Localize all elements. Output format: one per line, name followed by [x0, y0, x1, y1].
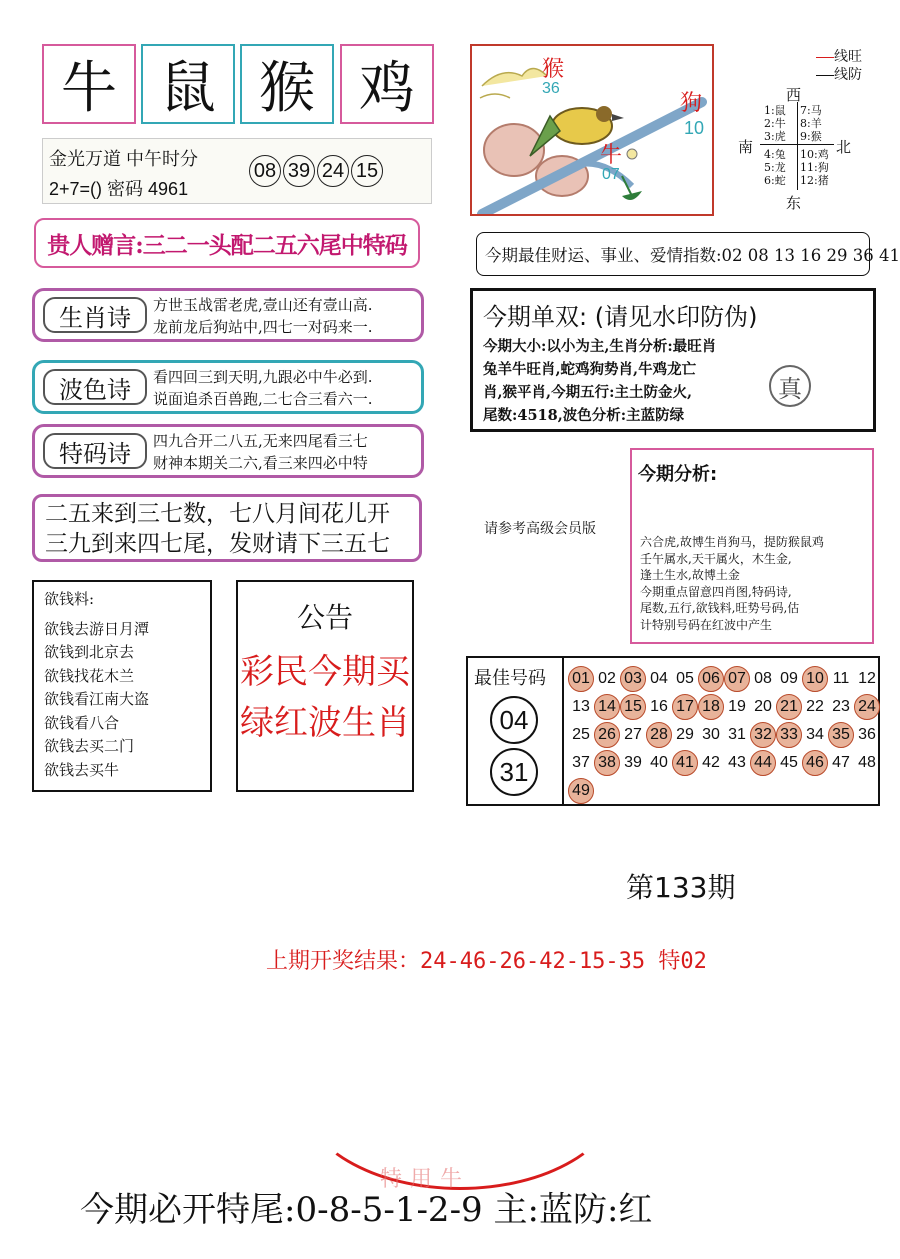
- zodiac-char: 鸡: [359, 56, 415, 121]
- grid-number: 34: [806, 726, 824, 743]
- zodiac-char: 鼠: [160, 56, 216, 121]
- poem-color: [32, 360, 424, 414]
- zodiac-char: 猴: [259, 56, 315, 121]
- issue-number: 第133期: [626, 871, 736, 904]
- grid-number: 13: [572, 698, 590, 715]
- dog-number: 10: [684, 118, 705, 138]
- grid-number: 14: [594, 694, 620, 720]
- best-numbers-box: [466, 656, 880, 806]
- grid-number: 21: [776, 694, 802, 720]
- poem-line: 说面追杀百兽跑,二七合三看六一.: [153, 390, 373, 408]
- compass-cell: 11:狗: [800, 161, 829, 174]
- grid-number: 22: [806, 698, 824, 715]
- monkey-label: 猴: [542, 57, 565, 82]
- motto-number: 24: [317, 155, 349, 187]
- money-item: 欲钱到北京去: [44, 643, 135, 661]
- grid-number: 49: [568, 778, 594, 804]
- analysis-title: 今期分析:: [638, 464, 718, 485]
- grid-number: 16: [650, 698, 668, 715]
- money-item: 欲钱看江南大盗: [44, 690, 150, 708]
- grid-number: 32: [750, 722, 776, 748]
- grid-number: 18: [698, 694, 724, 720]
- poem-tag: 特码诗: [43, 433, 147, 469]
- compass-cell: 12:猪: [800, 174, 829, 187]
- fortune-index: 今期最佳财运、事业、爱情指数:02 08 13 16 29 36 41: [485, 246, 900, 265]
- analysis-line: 今期重点留意四肖图,特码诗,: [640, 584, 792, 599]
- bottom-line: 今期必开特尾:0-8-5-1-2-9 主:蓝防:红: [80, 1190, 653, 1230]
- analysis-line: 逢土生水,故博土金: [640, 568, 740, 582]
- money-item: 欲钱找花木兰: [44, 666, 135, 685]
- watermark-stamp: 真: [769, 365, 811, 407]
- poem-line: 方世玉战雷老虎,壹山还有壹山高.: [153, 296, 373, 314]
- grid-number: 24: [854, 694, 880, 720]
- poem-line: 四九合开二八五,无来四尾看三七: [153, 432, 368, 450]
- compass-cell: 10:鸡: [800, 148, 829, 161]
- grid-number: 26: [594, 722, 620, 748]
- compass-cell: 9:猴: [800, 130, 822, 143]
- poem-tag: 波色诗: [43, 369, 147, 405]
- zodiac-box-1: [42, 44, 136, 124]
- motto-box: [42, 138, 432, 204]
- grid-number: 15: [620, 694, 646, 720]
- money-item: 欲钱去买二门: [44, 737, 135, 755]
- money-title: 欲钱料:: [44, 590, 95, 608]
- zodiac-box-4: [340, 44, 434, 124]
- compass-cell: 4:兔: [764, 148, 786, 161]
- poem-line: 看四回三到天明,九跟必中牛必到.: [153, 368, 373, 386]
- grid-number: 31: [728, 726, 746, 743]
- grid-number: 12: [858, 670, 876, 687]
- odd-even-title: 今期单双: (请见水印防伪): [483, 303, 758, 331]
- verse-line: 三九到来四七尾，发财请下三五七: [45, 531, 390, 557]
- motto-line-1: 金光万道 中午时分: [49, 149, 199, 169]
- grid-number: 37: [572, 754, 590, 771]
- odd-even-line: 尾数:4518,波色分析:主蓝防绿: [483, 407, 685, 424]
- poem-line: 财神本期关二六,看三来四必中特: [153, 454, 368, 472]
- compass-cell: 8:羊: [800, 117, 822, 130]
- notice-line-2: 绿红波生肖: [240, 703, 410, 743]
- verse-box: [32, 494, 422, 562]
- compass-grid: [760, 102, 834, 190]
- odd-even-box: [470, 288, 876, 432]
- poem-tag: 生肖诗: [43, 297, 147, 333]
- ox-number: 07: [602, 166, 620, 183]
- gift-words: 贵人赠言:三二一头配二五六尾中特码: [47, 231, 407, 259]
- poem-zodiac: [32, 288, 424, 342]
- notice-title: 公告: [296, 601, 353, 634]
- grid-number: 25: [572, 726, 590, 743]
- member-note: 请参考高级会员版: [484, 521, 596, 537]
- legend-fang: 线防: [816, 66, 862, 84]
- notice-box: [236, 580, 414, 792]
- grid-number: 08: [754, 670, 772, 687]
- grid-number: 46: [802, 750, 828, 776]
- motto-line-2: 2+7=() 密码 4961: [49, 179, 189, 199]
- grid-number: 28: [646, 722, 672, 748]
- compass-north: 北: [836, 138, 852, 156]
- grid-number: 19: [728, 698, 746, 715]
- zodiac-box-3: [240, 44, 334, 124]
- grid-number: 04: [650, 670, 668, 687]
- compass-south: 南: [738, 138, 754, 156]
- compass-cell: 5:龙: [764, 161, 786, 174]
- grid-number: 11: [832, 670, 850, 687]
- compass-cell: 1:鼠: [764, 104, 786, 117]
- grid-number: 30: [702, 726, 720, 743]
- verse-line: 二五来到三七数，七八月间花儿开: [45, 501, 390, 527]
- money-box: [32, 580, 212, 792]
- grid-number: 39: [624, 754, 642, 771]
- number-grid: [564, 658, 878, 804]
- grid-number: 20: [754, 698, 772, 715]
- grid-number: 47: [832, 754, 850, 771]
- best-pick-2: 31: [490, 748, 538, 796]
- fortune-index-box: [476, 232, 900, 276]
- best-pick-1: 04: [490, 696, 538, 744]
- odd-even-line: 兔羊牛旺肖,蛇鸡狗势肖,牛鸡龙亡: [483, 361, 697, 378]
- last-result: 上期开奖结果：24-46-26-42-15-35 特02: [266, 949, 707, 974]
- grid-number: 44: [750, 750, 776, 776]
- compass-cell: 7:马: [800, 104, 822, 117]
- motto-numbers: [249, 155, 385, 187]
- analysis-line: 计特别号码在红波中产生: [640, 617, 773, 632]
- poem-special: [32, 424, 424, 478]
- grid-number: 27: [624, 726, 642, 743]
- zodiac-char: 牛: [61, 56, 117, 121]
- analysis-line: 尾数,五行,欲钱料,旺势号码,估: [640, 601, 800, 615]
- analysis-box: [630, 448, 874, 644]
- grid-number: 33: [776, 722, 802, 748]
- analysis-line: 壬午属水,天干属火，木生金,: [640, 551, 792, 566]
- grid-number: 41: [672, 750, 698, 776]
- grid-number: 43: [728, 754, 746, 771]
- grid-number: 17: [672, 694, 698, 720]
- grid-number: 38: [594, 750, 620, 776]
- grid-number: 02: [598, 670, 616, 687]
- best-numbers-label: 最佳号码: [474, 668, 546, 689]
- grid-number: 09: [780, 670, 798, 687]
- money-item: 欲钱去买牛: [44, 760, 120, 779]
- motto-number: 15: [351, 155, 383, 187]
- motto-number: 08: [249, 155, 281, 187]
- legend-wang: 线旺: [816, 48, 862, 66]
- compass-west: 西: [786, 86, 802, 104]
- zodiac-box-2: [141, 44, 235, 124]
- bird-illustration: [472, 46, 714, 216]
- bottom-stamp-text: 特用牛: [380, 1167, 471, 1192]
- poem-line: 龙前龙后狗站中,四七一对码来一.: [153, 318, 373, 336]
- odd-even-line: 今期大小:以小为主,生肖分析:最旺肖: [483, 338, 717, 355]
- grid-number: 40: [650, 754, 668, 771]
- legend: [816, 48, 862, 84]
- grid-number: 29: [676, 726, 694, 743]
- grid-number: 01: [568, 666, 594, 692]
- money-item: 欲钱去游日月潭: [44, 619, 150, 638]
- grid-number: 10: [802, 666, 828, 692]
- grid-number: 45: [780, 754, 798, 771]
- grid-number: 42: [702, 754, 720, 771]
- grid-number: 23: [832, 698, 850, 715]
- compass-cell: 6:蛇: [764, 174, 786, 187]
- gift-words-box: [34, 218, 420, 268]
- grid-number: 07: [724, 666, 750, 692]
- analysis-line: 六合虎,故博生肖狗马，提防猴鼠鸡: [640, 535, 824, 549]
- grid-number: 36: [858, 726, 876, 743]
- motto-number: 39: [283, 155, 315, 187]
- compass-cell: 2:牛: [764, 117, 786, 130]
- monkey-number: 36: [542, 80, 560, 97]
- grid-number: 03: [620, 666, 646, 692]
- grid-number: 35: [828, 722, 854, 748]
- compass-cell: 3:虎: [764, 130, 786, 143]
- zodiac-picture: [470, 44, 714, 216]
- grid-number: 05: [676, 670, 694, 687]
- ox-label: 牛: [600, 143, 623, 168]
- grid-number: 48: [858, 754, 876, 771]
- compass-east: 东: [786, 194, 802, 212]
- notice-line-1: 彩民今期买: [240, 652, 410, 692]
- odd-even-line: 肖,猴平肖,今期五行:主土防金火,: [483, 384, 692, 401]
- money-item: 欲钱看八合: [44, 713, 120, 732]
- grid-number: 06: [698, 666, 724, 692]
- dog-label: 狗: [680, 91, 703, 116]
